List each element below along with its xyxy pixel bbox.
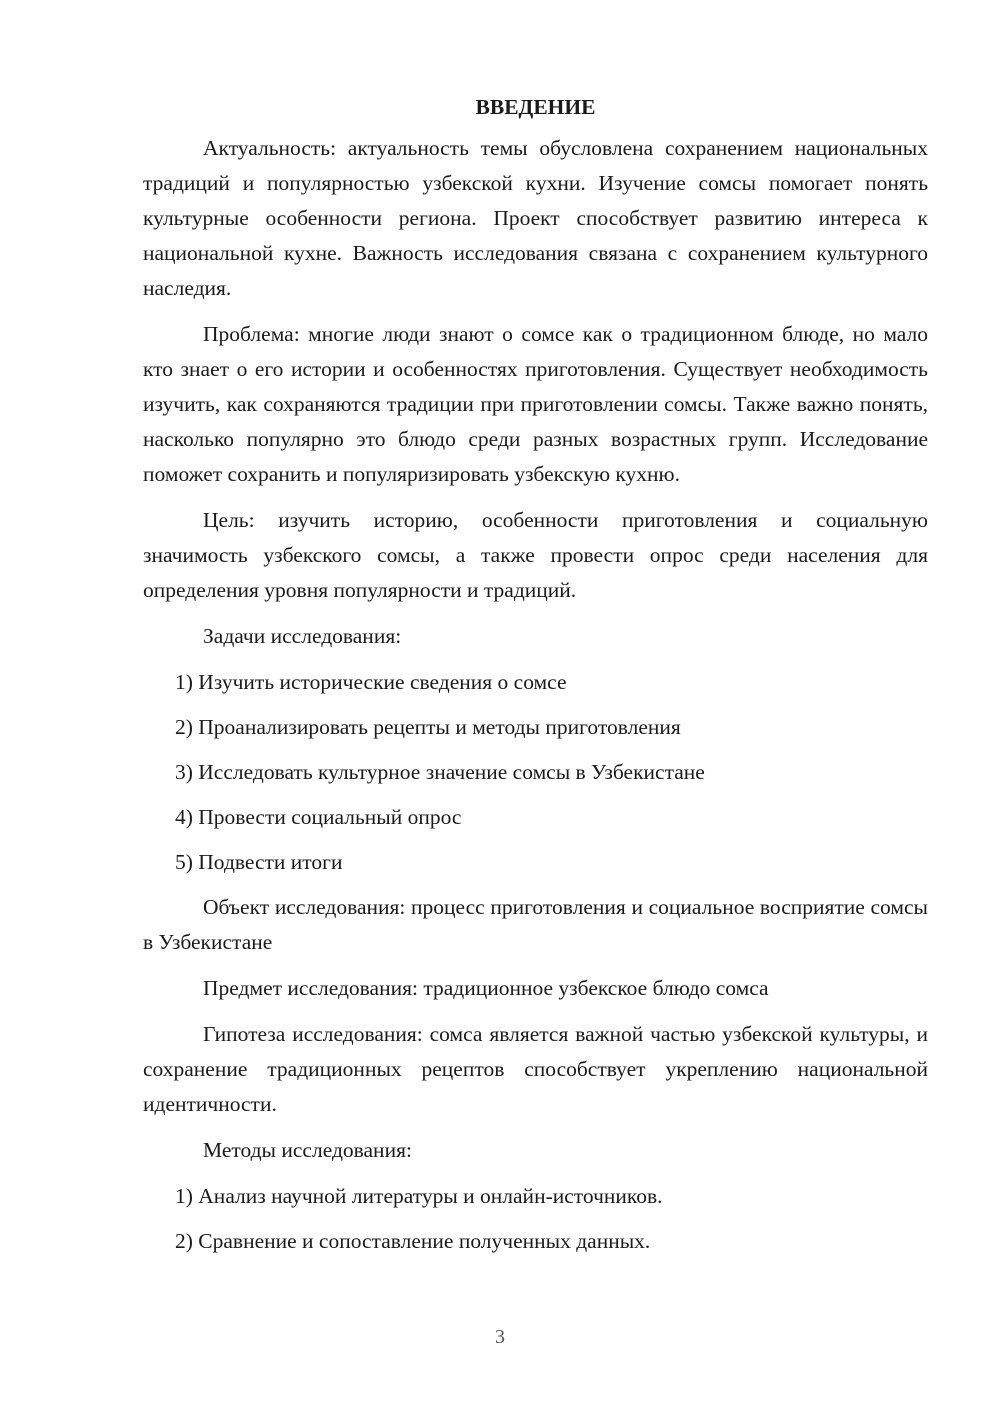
list-item: 2) Сравнение и сопоставление полученных данных. (175, 1229, 651, 1253)
list-item: 2) Проанализировать рецепты и методы приготовления (175, 715, 681, 739)
paragraph-object: Объект исследования: процесс приготовления и социальное восприятие сомсы в Узбекистане (143, 895, 928, 954)
paragraph-subject: Предмет исследования: традиционное узбекское блюдо сомса (203, 976, 769, 1000)
paragraph-hypothesis: Гипотеза исследования: сомса является важной частью узбекской культуры, и сохранение традиционных рецептов способствует укреплению национальной идентичности. (143, 1022, 928, 1116)
list-item: 1) Изучить исторические сведения о сомсе (175, 670, 567, 694)
page-number: 3 (495, 1326, 505, 1348)
tasks-list (143, 665, 928, 880)
document-page (143, 90, 928, 1269)
methods-heading: Методы исследования: (203, 1138, 412, 1162)
paragraph-goal: Цель: изучить историю, особенности приготовления и социальную значимость узбекского сомсы, а также провести опрос среди населения для определения уровня популярности и традиций. (143, 508, 928, 602)
section-title: ВВЕДЕНИЕ (475, 95, 596, 119)
tasks-heading: Задачи исследования: (203, 624, 402, 648)
paragraph-problem: Проблема: многие люди знают о сомсе как о традиционном блюде, но мало кто знает о его истории и особенностях приготовления. Существует необходимость изучить, как сохраняются традиции при приготовлении сомсы. Также важно понять, насколько популярно это блюдо среди разных возрастных групп. Исследование поможет сохранить и популяризировать узбекскую кухню. (143, 322, 928, 486)
list-item: 1) Анализ научной литературы и онлайн-источников. (175, 1184, 663, 1208)
list-item: 4) Провести социальный опрос (175, 805, 462, 829)
list-item: 5) Подвести итоги (175, 850, 343, 874)
paragraph-relevance: Актуальность: актуальность темы обусловлена сохранением национальных традиций и популярностью узбекской кухни. Изучение сомсы помогает понять культурные особенности региона. Проект способствует развитию интереса к национальной кухне. Важность исследования связана с сохранением культурного наследия. (143, 136, 928, 300)
methods-list (143, 1179, 928, 1259)
list-item: 3) Исследовать культурное значение сомсы в Узбекистане (175, 760, 705, 784)
